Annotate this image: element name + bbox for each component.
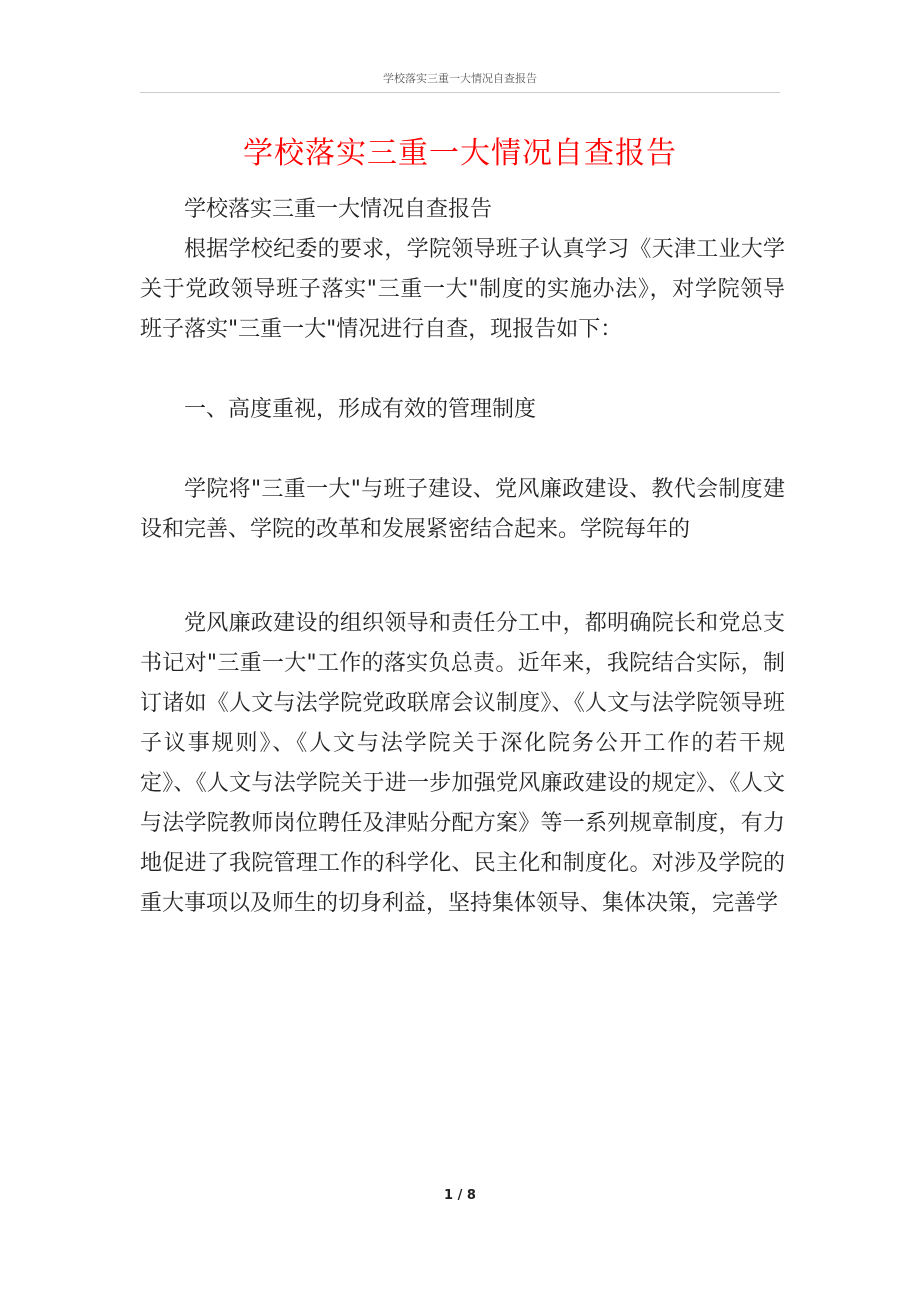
paragraph-body: 党风廉政建设的组织领导和责任分工中，都明确院长和党总支书记对"三重一大"工作的落实负总责。近年来，我院结合实际，制订诸如《人文与法学院党政联席会议制度》、《人文与法学院领导班子议事规则》、《人文与法学院关于深化院务公开工作的若干规定》、《人文与法学院关于进一步加强党风廉政建设的规定》、《人文与法学院教师岗位聘任及津贴分配方案》等一系列规章制度，有力地促进了我院管理工作的科学化、民主化和制度化。对涉及学院的重大事项以及师生的切身利益，坚持集体领导、集体决策，完善学 <box>140 611 785 916</box>
document-body <box>140 190 785 924</box>
page-number: 1 / 8 <box>444 1188 476 1203</box>
paragraph-body: 学院将"三重一大"与班子建设、党风廉政建设、教代会制度建设和完善、学院的改革和发展紧密结合起来。学院每年的 <box>140 477 785 542</box>
header-divider <box>140 92 780 93</box>
paragraph-intro: 根据学校纪委的要求，学院领导班子认真学习《天津工业大学关于党政领导班子落实"三重一大"制度的实施办法》，对学院领导班子落实"三重一大"情况进行自查，现报告如下： <box>140 237 785 342</box>
running-header: 学校落实三重一大情况自查报告 <box>383 72 537 85</box>
paragraph-subtitle: 学校落实三重一大情况自查报告 <box>184 197 493 222</box>
section-heading: 一、高度重视，形成有效的管理制度 <box>184 397 537 422</box>
document-title: 学校落实三重一大情况自查报告 <box>243 136 677 171</box>
